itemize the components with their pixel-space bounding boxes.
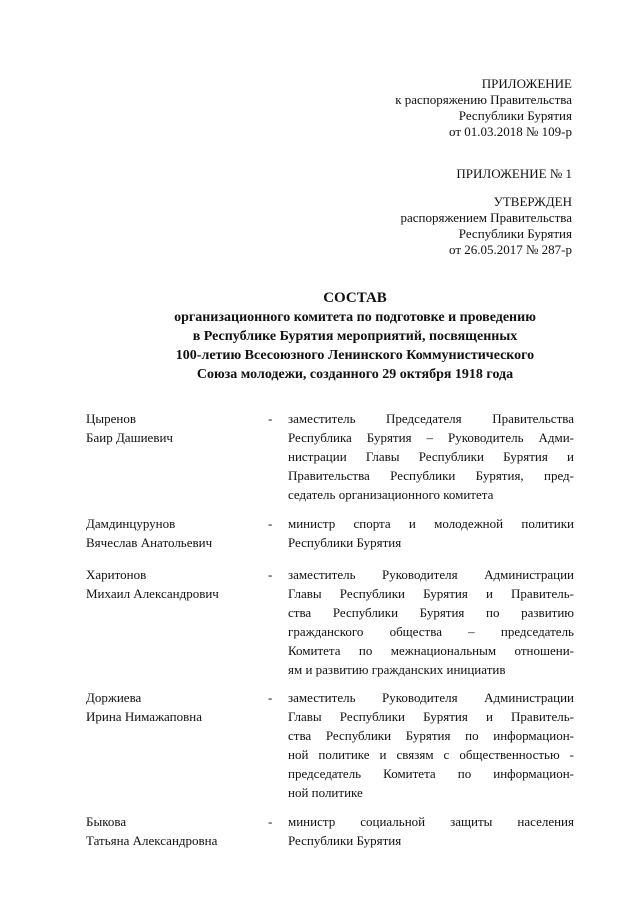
- role-line: Главы Республики Бурятия и Правитель-: [288, 709, 574, 724]
- role-line: седатель организационного комитета: [288, 487, 494, 502]
- role-line: Республики Бурятия: [288, 535, 402, 550]
- member-given-name: Михаил Александрович: [86, 586, 219, 601]
- role-line: министр спорта и молодежной политики: [288, 516, 574, 531]
- role-line: ям и развитию гражданских инициатив: [288, 662, 506, 677]
- role-line: Республика Бурятия – Руководитель Адми-: [288, 430, 574, 445]
- title-line: организационного комитета по подготовке и проведению: [174, 310, 536, 325]
- member-given-name: Вячеслав Анатольевич: [86, 535, 213, 550]
- role-line: заместитель Руководителя Администрации: [288, 690, 574, 705]
- member-dash: -: [268, 690, 273, 705]
- title-line: Союза молодежи, созданного 29 октября 1918 года: [196, 367, 514, 382]
- member-role: [288, 812, 574, 850]
- role-line: Правительства Республики Бурятия, пред-: [288, 468, 574, 483]
- appendix-date-number: от 01.03.2018 № 109-р: [449, 124, 572, 139]
- member-surname: Цыренов: [86, 411, 136, 426]
- member-role: [288, 514, 574, 552]
- role-line: Главы Республики Бурятия и Правитель-: [288, 586, 574, 601]
- member-name: [86, 409, 173, 447]
- member-role: [288, 688, 574, 802]
- member-given-name: Ирина Нимажаповна: [86, 709, 202, 724]
- title-line: 100-летию Всесоюзного Ленинского Коммунистического: [175, 348, 535, 363]
- role-line: заместитель Председателя Правительства: [288, 411, 574, 426]
- role-line: министр социальной защиты населения: [288, 814, 574, 829]
- member-name: [86, 565, 219, 603]
- approved-line: распоряжением Правительства: [400, 210, 572, 225]
- role-line: заместитель Руководителя Администрации: [288, 567, 574, 582]
- document-title: [90, 289, 620, 384]
- member-dash: -: [268, 814, 273, 829]
- member-name: [86, 688, 202, 726]
- member-surname: Быкова: [86, 814, 127, 829]
- member-name: [86, 514, 212, 552]
- role-line: нистрации Главы Республики Бурятия и: [288, 449, 574, 464]
- member-name: [86, 812, 217, 850]
- role-line: ства Республики Бурятия по развитию: [288, 605, 574, 620]
- member-dash: -: [268, 411, 273, 426]
- approved-label: УТВЕРЖДЕН: [493, 194, 572, 209]
- role-line: председатель Комитета по информацион-: [288, 766, 574, 781]
- appendix-number: ПРИЛОЖЕНИЕ № 1: [456, 166, 572, 181]
- title-main: СОСТАВ: [323, 290, 387, 306]
- title-line: в Республике Бурятия мероприятий, посвященных: [192, 329, 518, 344]
- member-dash: -: [268, 516, 273, 531]
- member-dash: -: [268, 567, 273, 582]
- approved-date-number: от 26.05.2017 № 287-р: [449, 242, 572, 257]
- approved-header: [400, 194, 572, 258]
- appendix-number-header: [456, 166, 572, 182]
- member-role: [288, 409, 574, 504]
- appendix-label: ПРИЛОЖЕНИЕ: [481, 76, 572, 91]
- member-role: [288, 565, 574, 679]
- appendix-line: к распоряжению Правительства: [395, 92, 572, 107]
- member-surname: Доржиева: [86, 690, 142, 705]
- appendix-header: [395, 76, 572, 140]
- member-surname: Харитонов: [86, 567, 147, 582]
- member-surname: Дамдинцурунов: [86, 516, 176, 531]
- role-line: гражданского общества – председатель: [288, 624, 574, 639]
- member-given-name: Татьяна Александровна: [86, 833, 218, 848]
- approved-line: Республики Бурятия: [458, 226, 572, 241]
- appendix-line: Республики Бурятия: [458, 108, 572, 123]
- member-given-name: Баир Дашиевич: [86, 430, 173, 445]
- role-line: ства Республики Бурятия по информацион-: [288, 728, 574, 743]
- role-line: Комитета по межнациональным отношени-: [288, 643, 574, 658]
- role-line: ной политике: [288, 785, 363, 800]
- role-line: ной политике и связям с общественностью -: [288, 747, 574, 762]
- role-line: Республики Бурятия: [288, 833, 402, 848]
